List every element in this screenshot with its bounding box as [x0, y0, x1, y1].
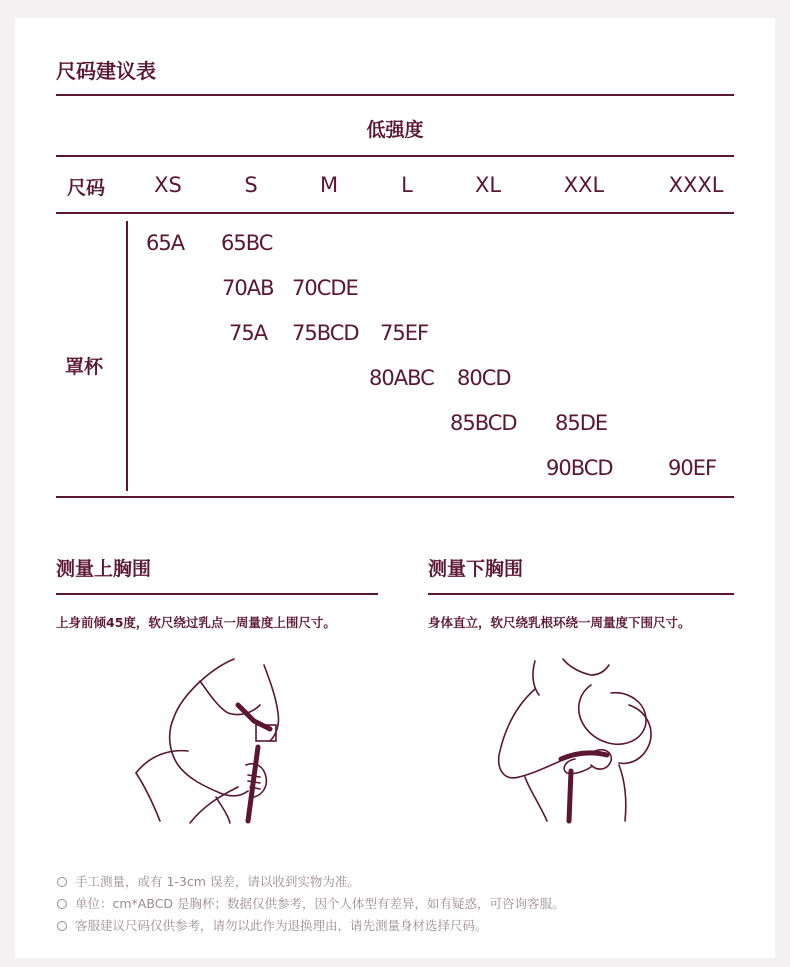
note-item: 客服建议尺码仅供参考，请勿以此作为退换理由，请先测量身材选择尺码。 [57, 916, 488, 934]
cup-cell: 90EF [668, 456, 717, 480]
size-header-m: M [319, 173, 339, 197]
cup-cell: 80CD [457, 366, 511, 390]
circle-bullet-icon [57, 899, 67, 909]
size-header-xxxl: XXXL [668, 173, 724, 197]
upper-title: 测量上胸围 [56, 558, 152, 580]
divider [56, 496, 734, 498]
cup-cell: 75A [229, 321, 268, 345]
vertical-divider [126, 221, 128, 491]
upper-measure-illustration [130, 655, 310, 825]
cup-cell: 80ABC [369, 366, 434, 390]
cup-cell: 70CDE [292, 276, 358, 300]
lower-title: 测量下胸围 [428, 558, 524, 580]
divider [56, 94, 734, 96]
size-header-xxl: XXL [563, 173, 605, 197]
cup-cell: 90BCD [546, 456, 613, 480]
circle-bullet-icon [57, 921, 67, 931]
cup-cell: 70AB [222, 276, 274, 300]
size-header-xl: XL [474, 173, 502, 197]
size-header-xs: XS [154, 173, 182, 197]
size-label: 尺码 [67, 177, 106, 199]
lower-measure-illustration [495, 655, 665, 825]
note-item: 单位：cm*ABCD 是胸杯；数据仅供参考，因个人体型有差异，如有疑惑，可咨询客服。 [57, 894, 565, 912]
cup-cell: 75EF [380, 321, 429, 345]
cup-cell: 85BCD [450, 411, 517, 435]
upper-desc: 上身前倾45度，软尺绕过乳点一周量度上围尺寸。 [56, 615, 336, 630]
lower-desc: 身体直立，软尺绕乳根环绕一周量度下围尺寸。 [428, 615, 691, 630]
cup-cell: 75BCD [292, 321, 359, 345]
divider [56, 593, 378, 595]
cup-cell: 85DE [555, 411, 608, 435]
size-header-s: S [244, 173, 258, 197]
divider [56, 212, 734, 214]
table-title: 尺码建议表 [56, 59, 156, 83]
circle-bullet-icon [57, 877, 67, 887]
cup-cell: 65A [146, 231, 185, 255]
intensity-label: 低强度 [366, 119, 424, 141]
note-item: 手工测量，或有 1-3cm 误差，请以收到实物为准。 [57, 872, 360, 890]
size-header-l: L [401, 173, 413, 197]
cup-label: 罩杯 [65, 356, 104, 378]
divider [428, 593, 734, 595]
divider [56, 155, 734, 157]
cup-cell: 65BC [221, 231, 273, 255]
